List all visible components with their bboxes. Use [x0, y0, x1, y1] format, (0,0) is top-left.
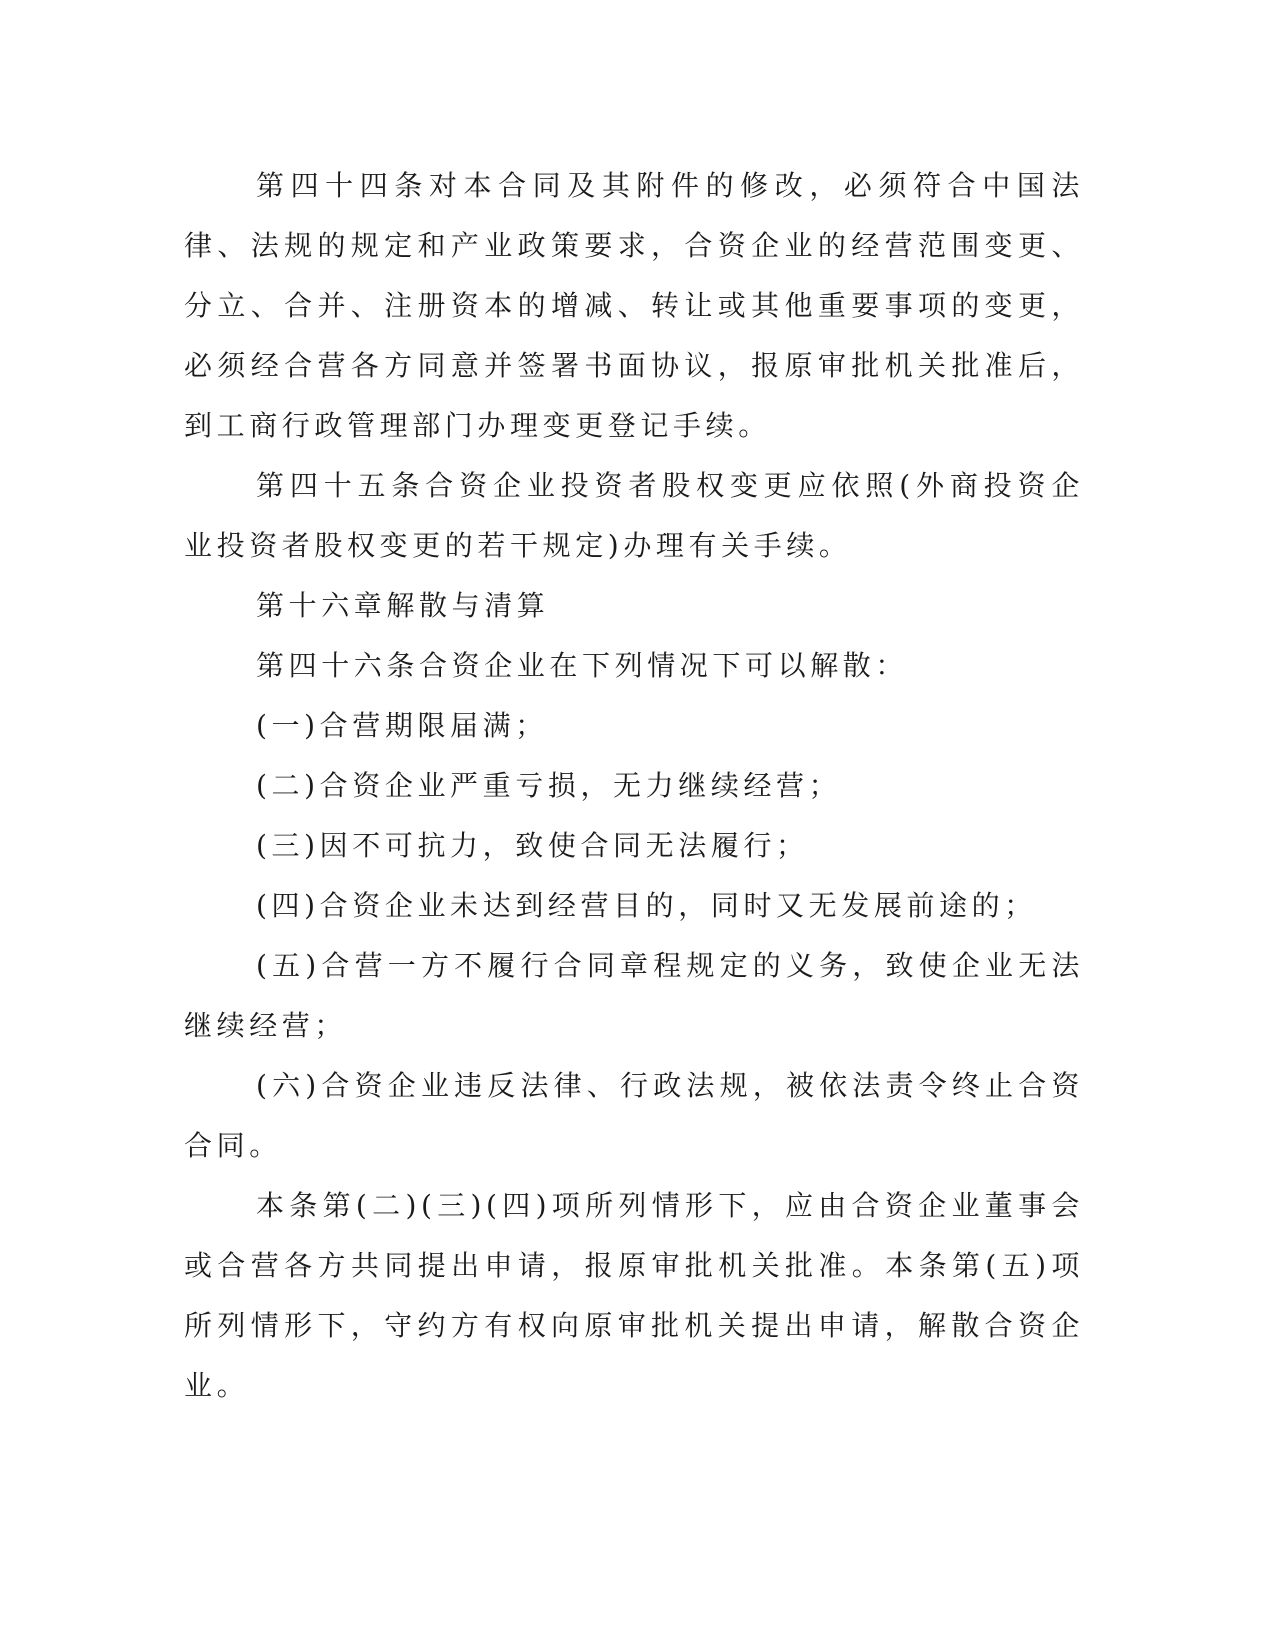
list-item-2: (二)合资企业严重亏损，无力继续经营；	[256, 769, 842, 802]
article-44-paragraph: 第四十四条对本合同及其附件的修改，必须符合中国法律、法规的规定和产业政策要求，合资企业的经营范围变更、分立、合并、注册资本的增减、转让或其他重要事项的变更，必须经合营各方同意并签署书面协议，报原审批机关批准后，到工商行政管理部门办理变更登记手续。	[184, 169, 1084, 442]
closing-paragraph: 本条第(二)(三)(四)项所列情形下，应由合资企业董事会或合营各方共同提出申请，报原审批机关批准。本条第(五)项所列情形下，守约方有权向原审批机关提出申请，解散合资企业。	[184, 1189, 1084, 1402]
list-item-3: (三)因不可抗力，致使合同无法履行；	[256, 829, 809, 862]
list-item-5: (五)合营一方不履行合同章程规定的义务，致使企业无法继续经营；	[184, 949, 1084, 1042]
list-item-1: (一)合营期限届满；	[256, 709, 548, 742]
article-45-paragraph: 第四十五条合资企业投资者股权变更应依照(外商投资企业投资者股权变更的若干规定)办理有关手续。	[184, 469, 1084, 562]
list-item-4: (四)合资企业未达到经营目的，同时又无发展前途的；	[256, 889, 1037, 922]
chapter-16-heading: 第十六章解散与清算	[256, 589, 550, 622]
article-46-paragraph: 第四十六条合资企业在下列情况下可以解散：	[256, 649, 909, 682]
list-item-6: (六)合资企业违反法律、行政法规，被依法责令终止合资合同。	[184, 1069, 1084, 1162]
document-page	[184, 156, 1084, 1416]
